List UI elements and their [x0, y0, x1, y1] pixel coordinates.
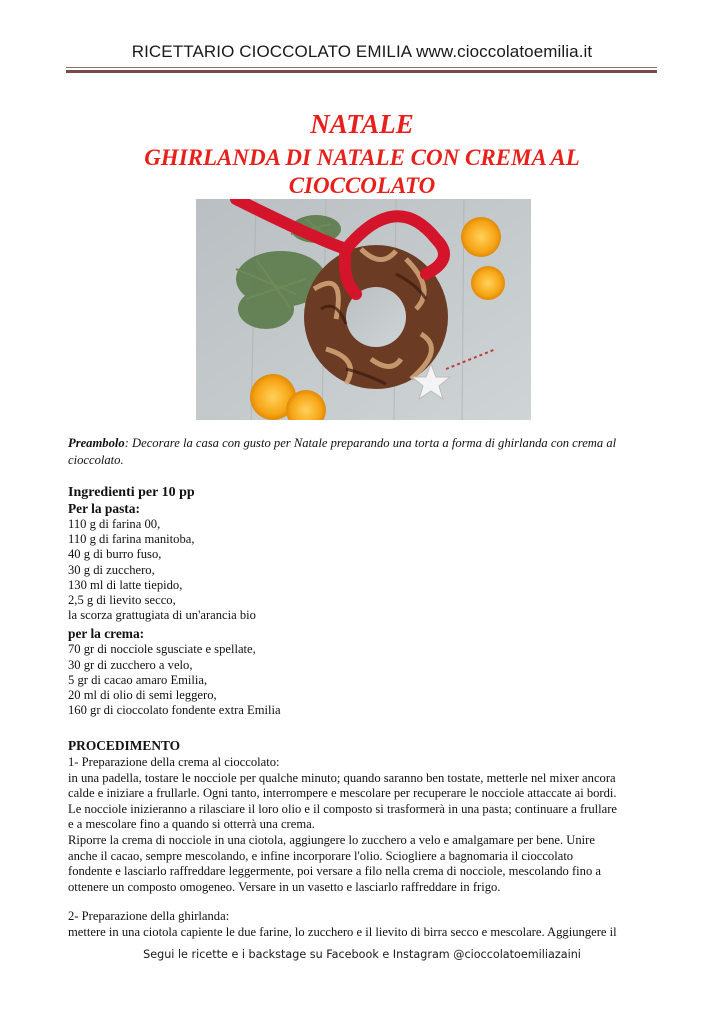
title-natale: NATALE — [310, 109, 414, 139]
list-item: 40 g di burro fuso, — [68, 547, 162, 562]
header-rule-thin — [66, 67, 657, 68]
crema-heading: per la crema: — [68, 626, 145, 642]
pasta-list — [68, 517, 668, 623]
text-line: mettere in una ciotola capiente le due farine, lo zucchero e il lievito di birra secco e mescolare. Aggiungere il — [68, 924, 617, 939]
list-item: 30 g di zucchero, — [68, 562, 155, 577]
list-item: 30 gr di zucchero a velo, — [68, 657, 193, 672]
header-text: RICETTARIO CIOCCOLATO EMILIA www.cioccolatoemilia.it — [131, 42, 593, 61]
list-item: 70 gr di nocciole sgusciate e spellate, — [68, 642, 256, 657]
preambolo-paragraph — [68, 435, 668, 469]
procedure-section — [68, 737, 662, 941]
text-line: Le nocciole inizieranno a rilasciare il loro olio e il composto si trasformerà in una pasta; continuare a frullare — [68, 801, 618, 816]
title-line-3: CIOCCOLATO — [288, 173, 436, 198]
step1-title: 1- Preparazione della crema al cioccolato: — [68, 755, 280, 769]
list-item: la scorza grattugiata di un'arancia bio — [68, 608, 256, 623]
text-line: e a mescolare fino a quando si otterrà una crema. — [68, 817, 315, 832]
text-line: Riporre la crema di nocciole in una ciotola, aggiungere lo zucchero a velo e amalgamare per bene. Unire — [68, 832, 595, 847]
list-item: 20 ml di olio di semi leggero, — [68, 688, 217, 703]
procedure-heading: PROCEDIMENTO — [68, 738, 181, 753]
preambolo-text: : Decorare la casa con gusto per Natale preparando una torta a forma di ghirlanda con crema al cioccolato. — [68, 436, 617, 467]
header-rule-thick — [66, 70, 657, 73]
text-line: anche il cacao, sempre mescolando, e infine incorporare l'olio. Sciogliere a bagnomaria il cioccolato — [68, 848, 574, 863]
step1-block — [68, 755, 662, 895]
list-item: 110 g di farina 00, — [68, 517, 161, 531]
ingredients-heading: Ingredienti per 10 pp — [68, 485, 195, 500]
list-item: 5 gr di cacao amaro Emilia, — [68, 672, 208, 687]
text-line: in una padella, tostare le nocciole per qualche minuto; quando saranno ben tostate, metterle nel mixer ancora — [68, 770, 616, 785]
text-line: fondente e lasciarlo raffreddare leggermente, poi versare a filo nella crema di nocciole, mescolando fino a — [68, 864, 602, 879]
title-line-2: GHIRLANDA DI NATALE CON CREMA AL — [144, 145, 580, 170]
footer-text: Segui le ricette e i backstage su Facebook e Instagram @cioccolatoemiliazaini — [143, 948, 581, 961]
text-line: calde e iniziare a frullarle. Ogni tanto, interrompere e mescolare per recuperare le nocciole attaccate ai bordi. — [68, 786, 617, 801]
ingredients-section — [68, 484, 668, 718]
preambolo-label: Preambolo — [68, 436, 125, 450]
list-item: 160 gr di cioccolato fondente extra Emilia — [68, 703, 281, 718]
text-line: ottenere un composto omogeneo. Versare in un vasetto e lasciarlo raffreddare in frigo. — [68, 879, 501, 894]
step2-block — [68, 909, 662, 940]
wreath-shape — [304, 245, 448, 389]
list-item: 2,5 g di lievito secco, — [68, 593, 176, 608]
pasta-heading: Per la pasta: — [68, 501, 140, 516]
step2-title: 2- Preparazione della ghirlanda: — [68, 909, 230, 924]
list-item: 110 g di farina manitoba, — [68, 532, 195, 547]
wreath-photo — [196, 199, 531, 420]
spacer — [68, 895, 662, 909]
crema-list — [68, 642, 668, 718]
list-item: 130 ml di latte tiepido, — [68, 577, 183, 592]
